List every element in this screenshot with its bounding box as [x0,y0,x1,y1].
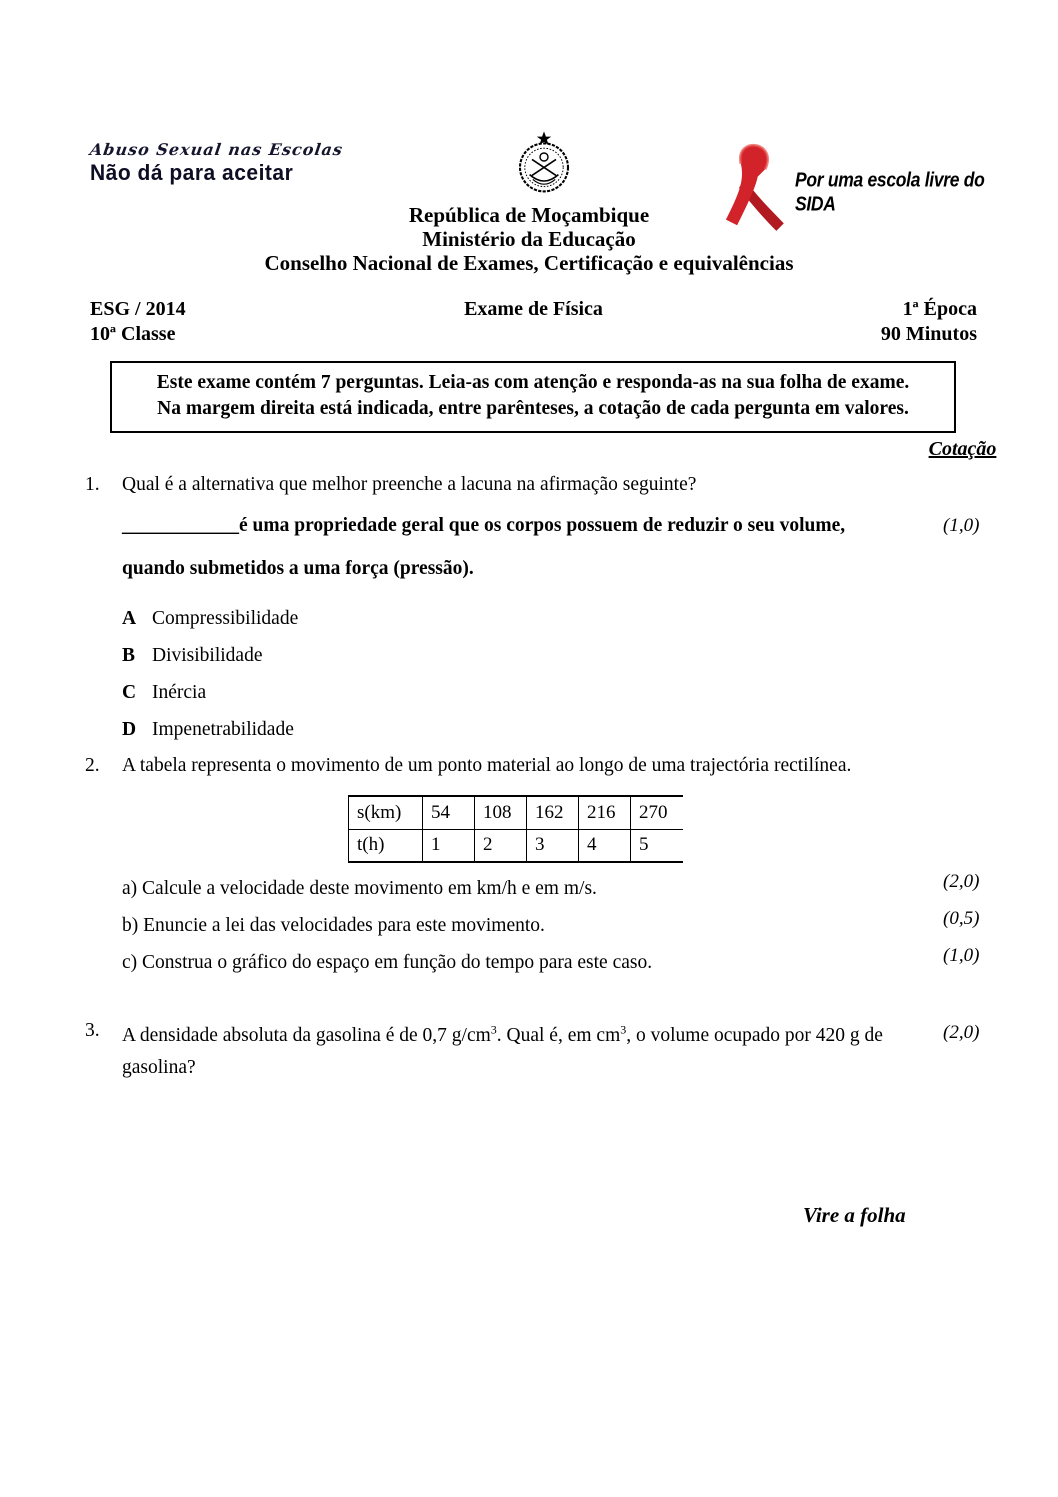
campaign-slogan-text: Não dá para aceitar [90,161,294,186]
exam-meta-row [90,297,977,347]
subquestion-b-score: (0,5) [943,908,980,929]
subquestion-c [122,945,1000,974]
question-1-text: Qual é a alternativa que melhor preenche a lacuna na afirmação seguinte? [122,474,697,495]
option-c-text: Inércia [152,682,207,703]
subquestion-b [122,908,1000,937]
table-cell: 216 [579,796,631,829]
subquestion-a-text: Calcule a velocidade deste movimento em km/h e em m/s. [137,878,597,899]
exam-meta-right [687,297,977,347]
campaign-script-text: Abuso Sexual nas Escolas [88,140,345,159]
table-row-time [349,829,683,862]
table-cell: 3 [527,829,579,862]
question-2-subquestions [85,871,1000,974]
question-2-text: A tabela representa o movimento de um ponto material ao longo de uma trajectória rectilínea. [122,755,852,776]
option-a-text: Compressibilidade [152,608,299,629]
subquestion-b-text: Enuncie a lei das velocidades para este movimento. [138,915,545,936]
option-b-text: Divisibilidade [152,645,263,666]
table-cell: 4 [579,829,631,862]
option-c-letter: C [122,682,137,703]
table-cell: 5 [631,829,683,862]
gov-header-line1: República de Moçambique [408,203,650,227]
gov-header-line2: Ministério da Educação [422,227,636,251]
superscript-3: 3 [490,1022,497,1037]
mozambique-emblem-icon [509,129,579,201]
question-3-score: (2,0) [943,1022,980,1043]
question-1-statement [122,512,980,582]
subquestion-c-text: Construa o gráfico do espaço em função do tempo para este caso. [137,952,653,973]
subquestion-b-label: b) [122,915,139,936]
subquestion-a-score: (2,0) [943,871,980,892]
gov-header [0,203,1058,275]
subquestion-a-label: a) [122,878,138,899]
table-row-distance [349,796,683,829]
option-c [122,682,1000,704]
exam-epoch: 1ª Época [902,298,977,320]
question-1-options [122,608,1000,741]
subquestion-c-label: c) [122,952,138,973]
option-b [122,645,1000,667]
question-2 [85,755,1000,974]
turn-page-note: Vire a folha [803,1203,906,1227]
instructions-line2: Na margem direita está indicada, entre parênteses, a cotação de cada pergunta em valores. [157,398,909,419]
instructions-line1: Este exame contém 7 perguntas. Leia-as com atenção e responda-as na sua folha de exame. [156,372,910,393]
question-1-number: 1. [85,474,100,495]
sida-slogan-text: Por uma escola livre do SIDA [795,168,985,216]
option-b-letter: B [122,645,136,666]
exam-duration: 90 Minutos [880,323,977,345]
question-1-statement-line2: quando submetidos a uma força (pressão). [122,558,474,579]
subquestion-c-score: (1,0) [943,945,980,966]
question-1-score: (1,0) [943,515,980,536]
instructions-box [110,361,956,433]
question-3-number: 3. [85,1020,100,1041]
question-1-statement-line1: ____________é uma propriedade geral que os corpos possuem de reduzir o seu volume, [122,515,846,536]
gov-header-line3: Conselho Nacional de Exames, Certificação e equivalências [264,251,794,275]
table-cell: t(h) [349,829,423,862]
option-d-letter: D [122,719,137,740]
question-1 [85,474,1000,756]
question-3 [85,1020,1000,1084]
motion-data-table [348,795,683,863]
table-cell: 54 [423,796,475,829]
exam-code: ESG / 2014 [90,298,186,320]
option-a [122,608,1000,630]
exam-subject: Exame de Física [464,298,603,320]
table-cell: 2 [475,829,527,862]
question-3-text: A densidade absoluta da gasolina é de 0,7 $g/cm^3$. Qual é, em $cm^3$, o volume ocupado por 420 g de gasolina? [122,1022,883,1078]
question-2-number: 2. [85,755,100,776]
table-cell: 162 [527,796,579,829]
subquestion-a [122,871,1000,900]
exam-grade: 10ª Classe [90,323,176,345]
option-d [122,719,1000,741]
table-cell: s(km) [349,796,423,829]
table-cell: 270 [631,796,683,829]
option-a-letter: A [122,608,137,629]
table-cell: 1 [423,829,475,862]
exam-meta-left [90,297,380,347]
table-cell: 108 [475,796,527,829]
option-d-text: Impenetrabilidade [152,719,294,740]
superscript-3: 3 [620,1022,627,1037]
cotacao-label: Cotação [928,438,997,460]
campaign-block [90,140,343,185]
